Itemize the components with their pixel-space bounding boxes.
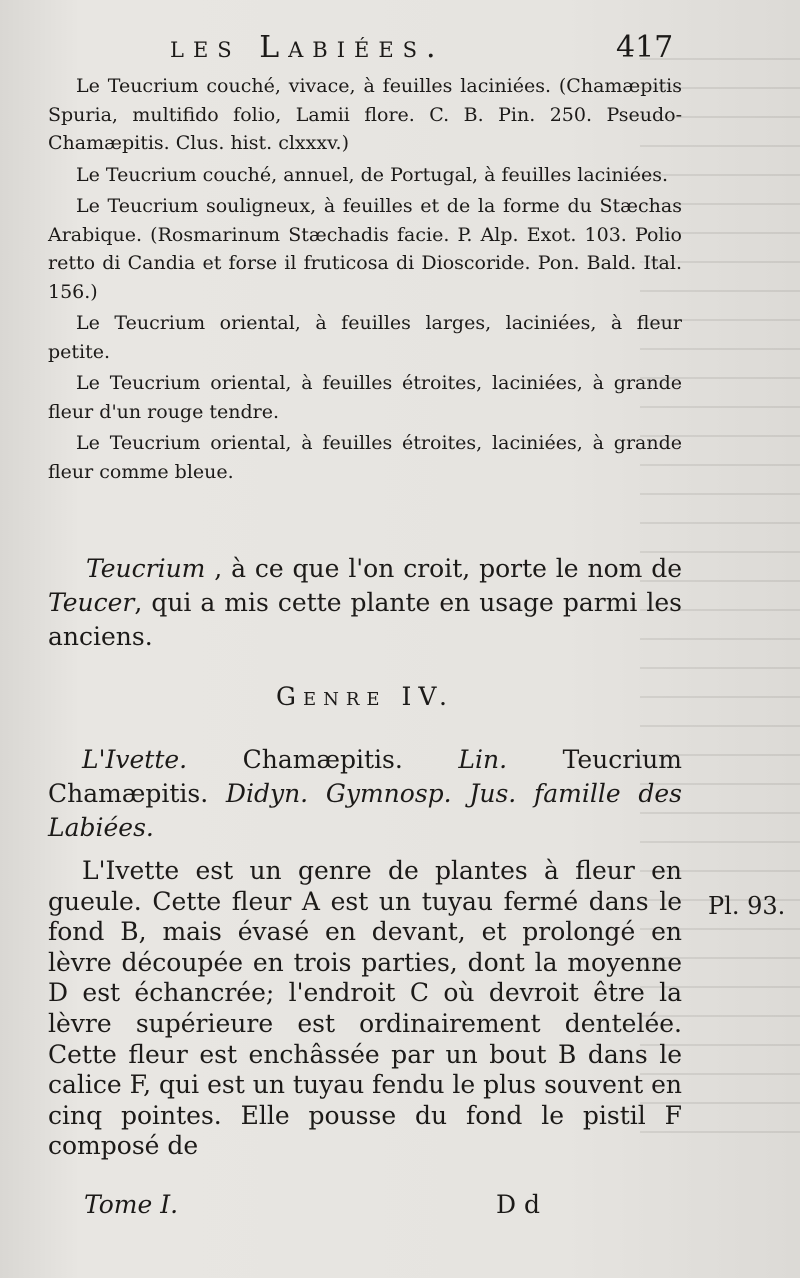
etymology-text-2: , qui a mis cette plante en usage parmi les anciens.: [48, 588, 682, 651]
plant-synonym-2: Teucrium Chamæpitis.: [48, 745, 682, 808]
species-entry: Le Teucrium oriental, à feuilles étroites, laciniées, à grande fleur d'un rouge tendre.: [48, 372, 682, 423]
tome-label: Tome I.: [84, 1190, 179, 1219]
species-entry: Le Teucrium souligneux, à feuilles et de la forme du Stæchas Arabique. (Rosmarinum Stæchadis facie. P. Alp. Exot. 103. Polio retto di Candia et forse il fruticosa di Dioscoride. Pon. Bald. Ital. 156.): [48, 195, 682, 303]
genre-heading: Genre IV.: [275, 682, 454, 711]
margin-note: Pl. 93.: [708, 892, 786, 920]
page-footer: [0, 1190, 800, 1230]
body-paragraph: L'Ivette est un genre de plantes à fleur en gueule. Cette fleur A est un tuyau fermé dans le fond B, mais évasé en devant, et prolongé en lèvre découpée en trois parties, dont la moyenne D est échancrée; l'endroit C où devroit être la lèvre supérieure est ordinairement dentelée. Cette fleur est enchâssée par un bout B dans le calice F, qui est un tuyau fendu le plus souvent en cinq pointes. Elle pousse du fond le pistil F composé de: [48, 856, 682, 1161]
etymology-text-1: , à ce que l'on croit, porte le nom de: [214, 554, 682, 583]
plant-synonym: Chamæpitis.: [242, 745, 403, 774]
running-title: les Labiées.: [170, 30, 445, 65]
species-entry: Le Teucrium couché, vivace, à feuilles laciniées. (Chamæpitis Spuria, multifido folio, Lamii flore. C. B. Pin. 250. Pseudo-Chamæpitis. Clus. hist. clxxxv.): [48, 75, 682, 154]
species-entry: Le Teucrium oriental, à feuilles larges, laciniées, à fleur petite.: [48, 312, 682, 363]
plant-heading: [48, 743, 682, 845]
page-number: 417: [616, 30, 674, 65]
species-entry: Le Teucrium couché, annuel, de Portugal, à feuilles laciniées.: [76, 163, 668, 186]
etymology-note: [48, 552, 682, 654]
etymology-word: Teucrium: [86, 554, 206, 583]
plant-classification: Didyn. Gymnosp. Jus. famille des Labiées.: [48, 779, 682, 842]
plant-author: Lin.: [458, 745, 508, 774]
signature-mark: D d: [496, 1190, 540, 1219]
page-header: [0, 30, 800, 70]
species-list: [48, 72, 682, 489]
species-entry: Le Teucrium oriental, à feuilles étroites, laciniées, à grande fleur comme bleue.: [48, 432, 682, 483]
plant-name: L'Ivette.: [82, 745, 188, 774]
etymology-name: Teucer: [48, 588, 135, 617]
